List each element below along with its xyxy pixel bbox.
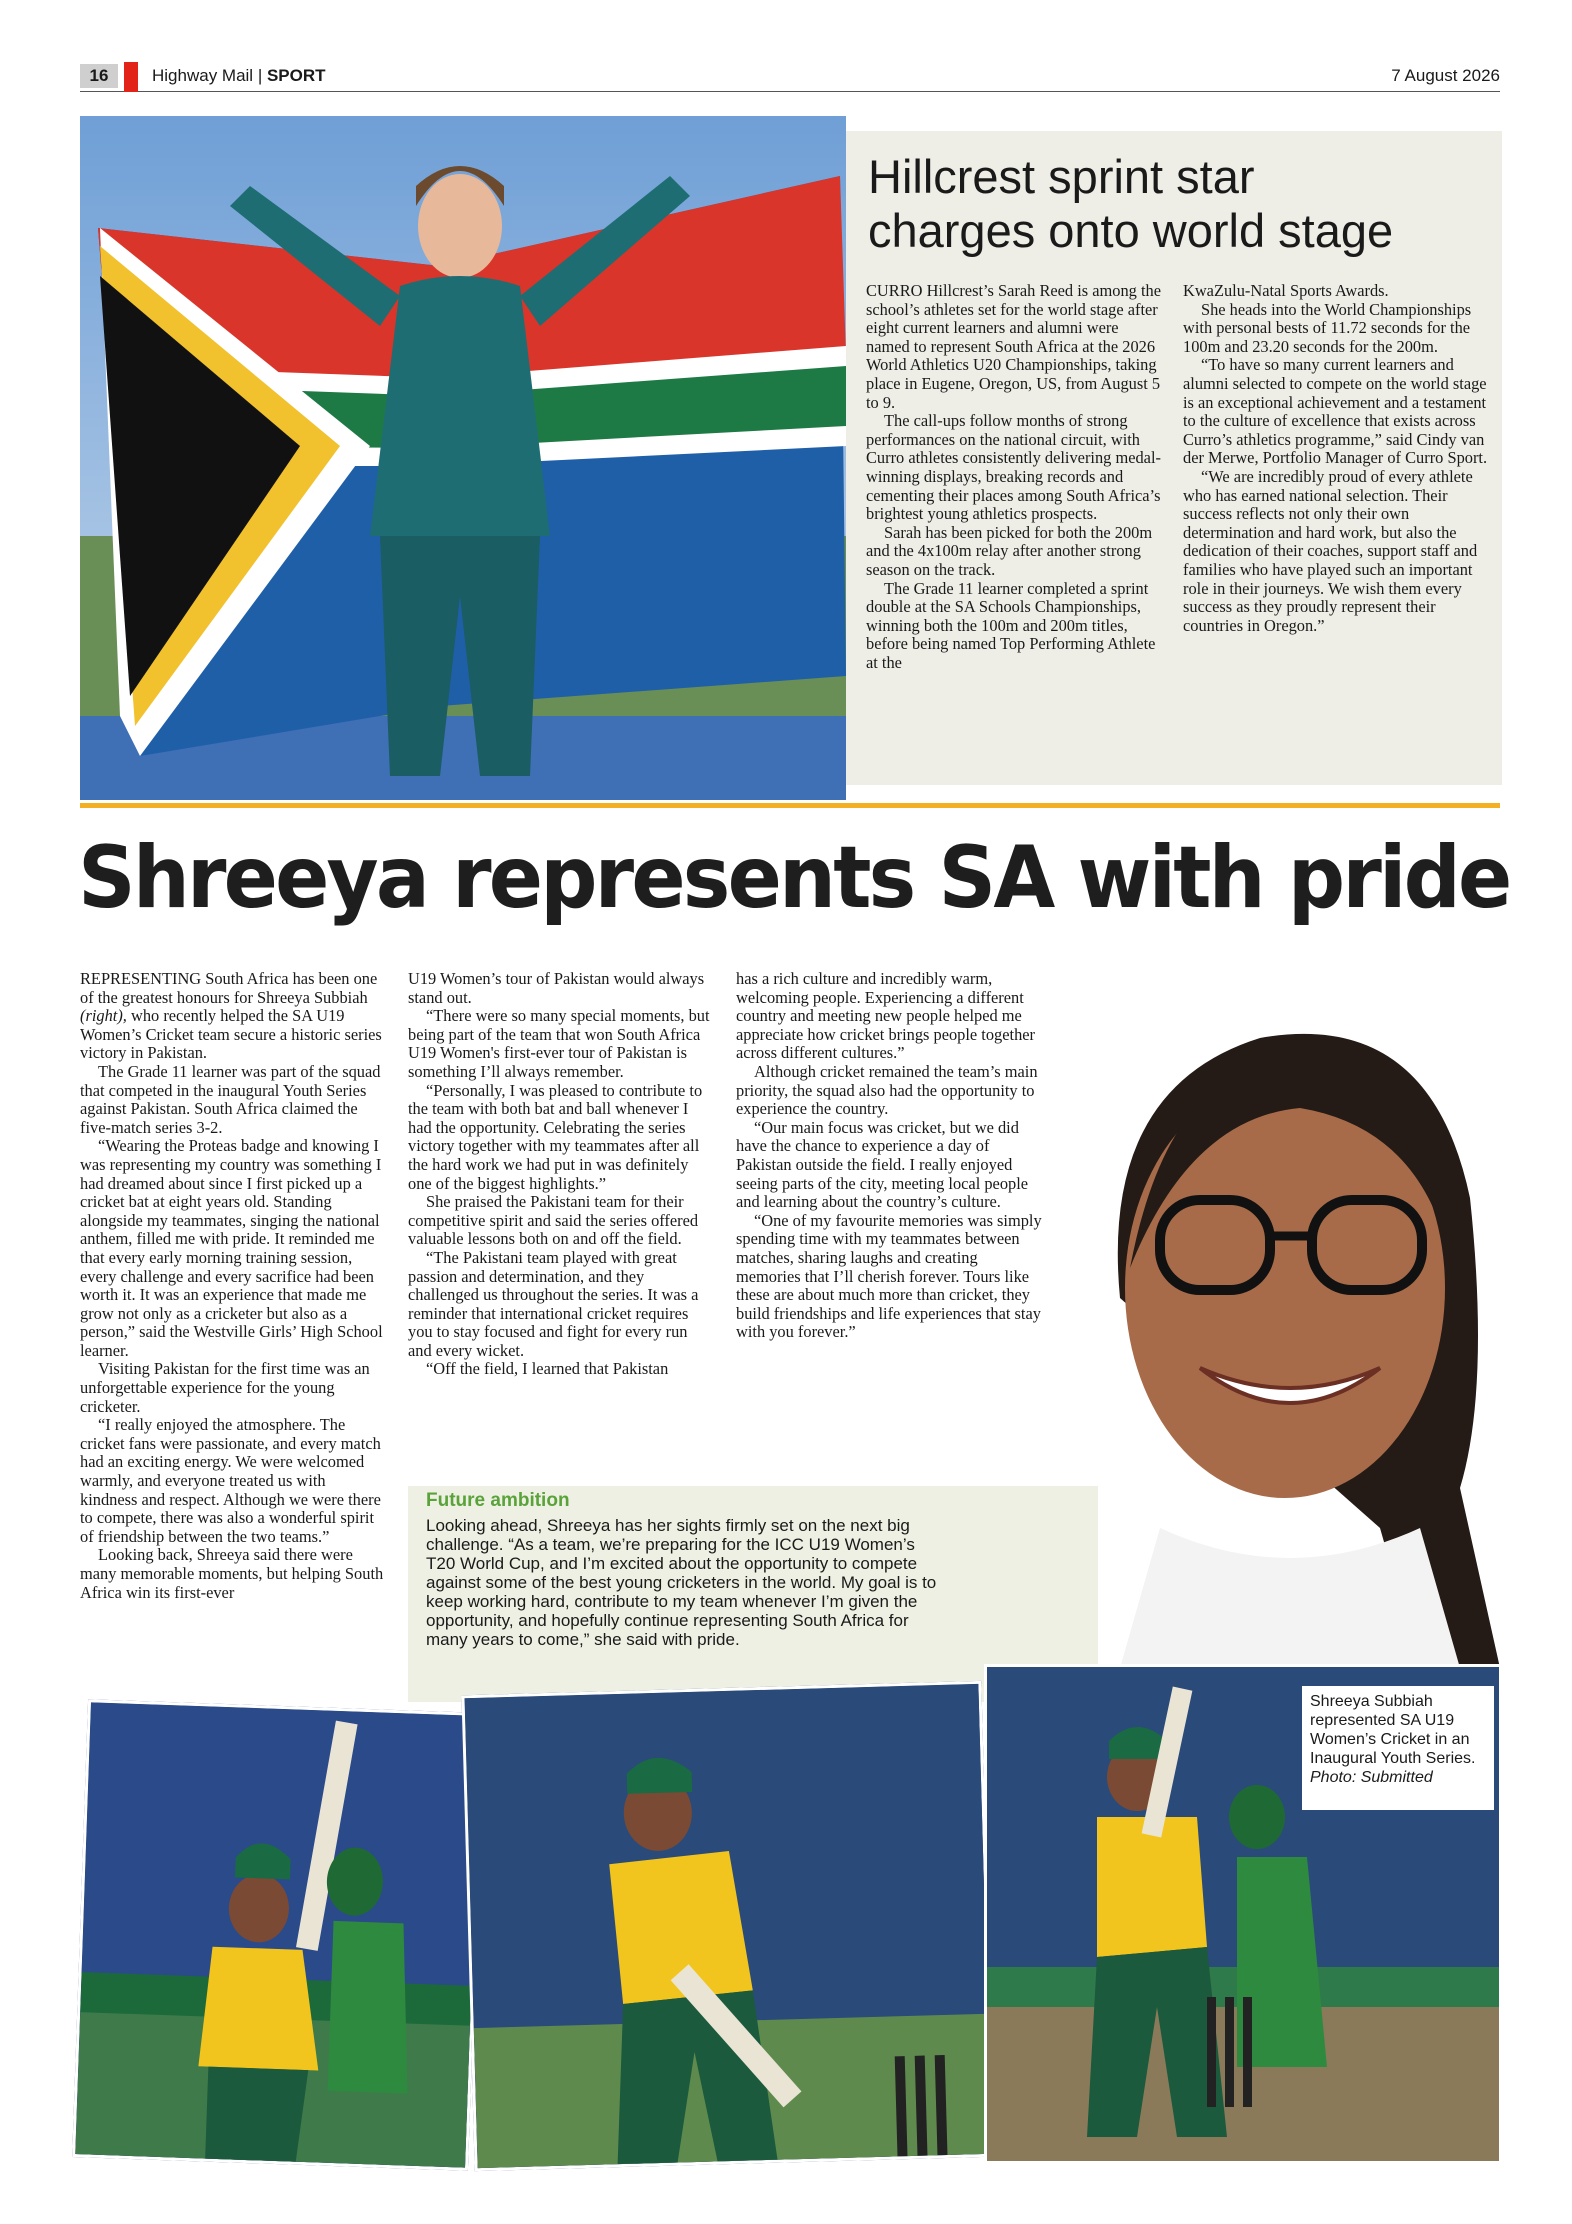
caption-credit: Photo: Submitted	[1310, 1769, 1433, 1786]
paragraph: “I really enjoyed the atmosphere. The cricket fans were passionate, and every match had an exciting energy. We were welcomed warmly, and everyone treated us with kindness and respect. Although we were there to compete, there was also a wonderful spirit of friendship between the two teams.”	[80, 1415, 381, 1546]
shreeya-portrait-photo	[1060, 968, 1500, 1668]
cricket-photo-batting-1	[72, 1699, 484, 2171]
header-separator: |	[253, 66, 267, 85]
page-number: 16	[80, 64, 118, 88]
paragraph: “Wearing the Proteas badge and knowing I was representing my country was something I had dreamed about since I first picked up a cricket bat at eight years old. Standing alongside my teammates, singing the national anthem, filled me with pride. It reminded me that every early morning training session, every challenge and every sacrifice had been worth it. It was an experience that made me grow not only as a cricketer but also as a person,” said the Westville Girls’ High School learner.	[80, 1136, 383, 1360]
paragraph: The Grade 11 learner completed a sprint double at the SA Schools Championships, winning both the 100m and 200m titles, before being named Top Performing Athlete at the	[866, 578, 1156, 672]
section-name: SPORT	[266, 66, 326, 85]
story1-headline-line2: charges onto world stage	[868, 204, 1394, 257]
paragraph: “We are incredibly proud of every athlete who has earned national selection. Their success reflects not only their own determination and hard work, but also the dedication of their coaches, support staff and families who have played such an important role in their journeys. We wish them every success as they proudly represent their countries in Oregon.”	[1183, 466, 1478, 635]
story2-column-2	[408, 970, 714, 1379]
story2-column-3	[736, 970, 1042, 1342]
caption-text: Shreeya Subbiah represented SA U19 Women’s Cricket in an Inaugural Youth Series.	[1310, 1693, 1476, 1767]
paragraph: The Grade 11 learner was part of the squad that competed in the inaugural Youth Series against Pakistan. South Africa claimed the five-match series 3-2.	[80, 1061, 381, 1137]
paragraph: She heads into the World Championships with personal bests of 11.72 seconds for the 100m and 23.20 seconds for the 200m.	[1183, 299, 1472, 356]
paragraph: Sarah has been picked for both the 200m and the 4x100m relay after another strong season on the track.	[866, 522, 1153, 579]
paragraph: The call-ups follow months of strong performances on the national circuit, with Curro athletes consistently delivering medal-winning displays, breaking records and cementing their places among South Africa’s brightest young athletics prospects.	[866, 411, 1161, 524]
future-ambition-title: Future ambition	[426, 1490, 570, 1511]
future-ambition-text: Looking ahead, Shreeya has her sights firmly set on the next big challenge. “As a team, we’re preparing for the ICC U19 Women’s T20 World Cup, and I’m excited about the opportunity to compete against some of the best young cricketers in the world. My goal is to keep working hard, contribute to my team whenever I’m given the opportunity, and hopefully continue representing South Africa for many years to come,” she said with pride.	[426, 1516, 937, 1649]
paragraph: “One of my favourite memories was simply spending time with my teammates between matches, sharing laughs and creating memories that I’ll cherish forever. Tours like these are about much more than cricket, they build friendships and life experiences that stay with you forever.”	[736, 1210, 1042, 1342]
story1-column-1	[866, 282, 1162, 672]
publication-section	[152, 66, 326, 86]
paragraph: has a rich culture and incredibly warm, welcoming people. Experiencing a different country and meeting new people helped me appreciate how cricket brings people together across different cultures.”	[736, 969, 1036, 1063]
paragraph: U19 Women’s tour of Pakistan would always stand out.	[408, 969, 705, 1007]
cricket-photo-batting-2	[461, 1681, 994, 2171]
paragraph: She praised the Pakistani team for their competitive spirit and said the series offered valuable lessons both on and off the field.	[408, 1192, 699, 1249]
lead-paragraph	[80, 970, 386, 1063]
paragraph: “The Pakistani team played with great passion and determination, and they challenged us throughout the series. It was a reminder that international cricket requires you to stay focused and fight for every run and every wicket.	[408, 1247, 699, 1360]
paragraph: Although cricket remained the team’s main priority, the squad also had the opportunity to experience the country.	[736, 1061, 1038, 1119]
athlete-flag-photo	[80, 116, 846, 800]
story1-headline-line1: Hillcrest sprint star	[868, 150, 1255, 203]
publication-name: Highway Mail	[152, 66, 254, 85]
section-divider	[80, 803, 1500, 808]
paragraph: “To have so many current learners and alumni selected to compete on the world stage is an exceptional achievement and a testament to the culture of excellence that exists across Curro’s athletics programme,” said Cindy van der Merwe, Portfolio Manager of Curro Sport.	[1183, 355, 1488, 468]
paragraph: Visiting Pakistan for the first time was an unforgettable experience for the young cricketer.	[80, 1359, 370, 1416]
paragraph: CURRO Hillcrest’s Sarah Reed is among the school’s athletes set for the world stage after eight current learners and alumni were named to represent South Africa at the 2026 World Athletics U20 Championships, taking place in Eugene, Oregon, US, from August 5 to 9.	[866, 281, 1161, 412]
lead-italic: (right),	[80, 1006, 127, 1026]
paragraph: “Personally, I was pleased to contribute to the team with both bat and ball whenever I had the opportunity. Celebrating the series victory together with my teammates after all the hard work we had put in was definitely one of the biggest highlights.”	[408, 1080, 703, 1193]
photo-caption	[1302, 1686, 1494, 1810]
lead-text-end: who recently helped the SA U19 Women’s Cricket team secure a historic series victory in Pakistan.	[80, 1006, 382, 1063]
page-header	[80, 62, 1500, 92]
paragraph: “Off the field, I learned that Pakistan	[426, 1359, 669, 1379]
section-marker	[124, 62, 138, 92]
story2-column-1	[80, 970, 386, 1602]
lead-text: REPRESENTING South Africa has been one of the greatest honours for Shreeya Subbiah	[80, 969, 378, 1007]
story2-headline: Shreeya represents SA with pride	[78, 828, 1510, 928]
issue-date: 7 August 2026	[1391, 66, 1500, 85]
paragraph: “Our main focus was cricket, but we did have the chance to experience a day of Pakistan outside the field. I really enjoyed seeing parts of the city, meeting local people and learning about the country’s culture.	[736, 1117, 1029, 1212]
paragraph: Looking back, Shreeya said there were many memorable moments, but helping South Africa win its first-ever	[80, 1545, 384, 1602]
paragraph: KwaZulu-Natal Sports Awards.	[1183, 281, 1389, 300]
story1-column-2	[1183, 282, 1491, 635]
paragraph: “There were so many special moments, but being part of the team that won South Africa U19 Women's first-ever tour of Pakistan is something I’ll always remember.	[408, 1006, 710, 1081]
story1-headline	[868, 150, 1488, 258]
